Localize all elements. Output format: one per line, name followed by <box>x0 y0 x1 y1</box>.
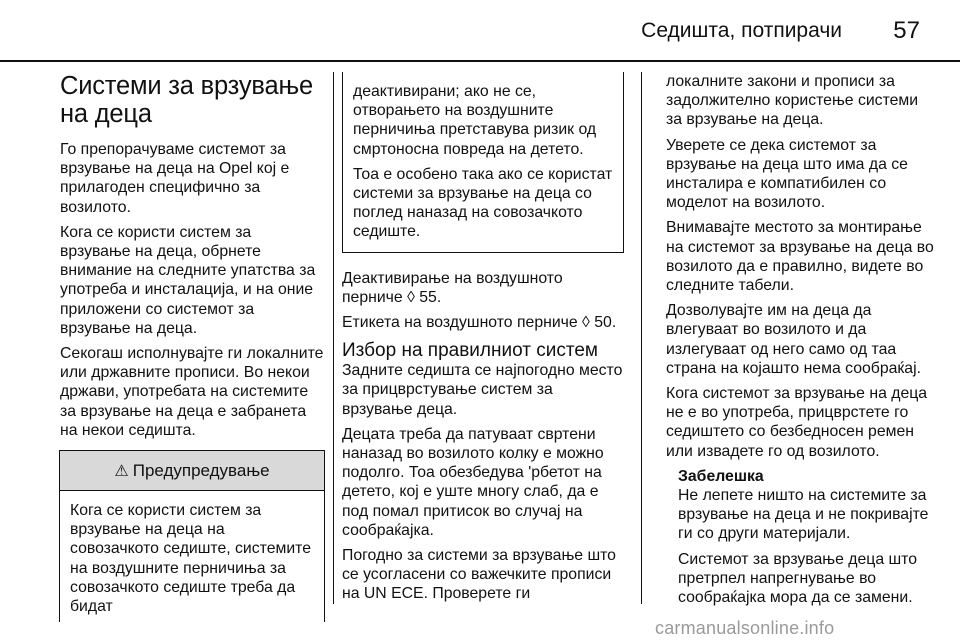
paragraph: Погодно за системи за врзување што се усогласени со важечките прописи на UN ECE. Проверете ги <box>342 547 616 603</box>
paragraph: Задните седишта се најпогодно место за прицврстување систем за врзување деца. <box>342 362 623 418</box>
paragraph: Дозволувајте им на деца да влегуваат во возилото и да излегуваат од него само од таа страна на којашто нема сообраќај. <box>666 302 921 377</box>
warning-triangle-icon: ⚠ <box>114 463 129 481</box>
paragraph: Го препорачуваме системот за врзување на деца на Opel кој е прилагоден специфично за возилото. <box>60 141 290 216</box>
column-divider-right <box>641 72 642 604</box>
note-text: Системот за врзување деца што претрпел напрегнување во сообраќајка мора да се замени. <box>678 550 918 607</box>
warning-text: деактивирани; ако не се, отворањето на воздушните перничиња претставува ризик од смртоносна повреда на детето. <box>353 83 597 158</box>
paragraph: Кога се користи систем за врзување на деца, обрнете внимание на следните упатства за употреба и инсталација, и на оние приложени со системот за врзување на деца. <box>60 223 316 337</box>
header-rule <box>0 60 960 62</box>
paragraph: Децата треба да патуваат свртени наназад во возилото колку е можно подолго. Тоа обезбедува 'рбетот на детето, кој е уште многу слаб, да е под помал притисок во случај на сообраќајка. <box>342 425 604 539</box>
page-number: 57 <box>893 17 920 44</box>
subsection-heading: Избор на правилниот систем <box>342 340 598 362</box>
watermark: carmanualsonline.info <box>655 618 835 638</box>
column-divider-left <box>333 72 334 604</box>
paragraph: Внимавајте местото за монтирање на системот за врзување на деца во возилото да е правилно, видете во следните табели. <box>666 219 934 295</box>
paragraph: Секогаш исполнувајте ги локалните или државните прописи. Во некои држави, употребата на системите за врзување на деца е забранета на некои седишта. <box>60 345 324 439</box>
warning-title: Предупредување <box>132 461 270 481</box>
column-middle <box>342 72 624 610</box>
column-left <box>60 72 324 622</box>
paragraph: Кога системот за врзување на деца не е во употреба, прицврстете го седиштето со безбедносен ремен или извадете го од возилото. <box>666 385 928 460</box>
paragraph: Уверете се дека системот за врзување на деца што има да се инсталира е компатибилен со моделот на возилото. <box>666 136 908 212</box>
warning-body: Кога се користи систем за врзување на деца на совозачкото седиште, системите на воздушните перничиња за совозачкото седиште треба да бидат <box>70 502 312 616</box>
warning-box-continued <box>342 72 624 253</box>
cross-reference: Деактивирање на воздушното перниче ◊ 55. <box>342 269 563 306</box>
paragraph: локалните закони и прописи за задолжително користење системи за врзување на деца. <box>666 73 919 129</box>
note-text: Не лепете ништо на системите за врзување на деца и не покривајте ги со други материјали. <box>678 487 929 543</box>
note-title: Забелешка <box>678 467 764 485</box>
warning-box <box>59 450 325 622</box>
cross-reference: Етикета на воздушното перниче ◊ 50. <box>342 314 617 332</box>
column-right <box>666 72 934 613</box>
warning-text: Тоа е особено така ако се користат системи за врзување на деца со поглед наназад на совозачкото седиште. <box>353 165 613 241</box>
header-title: Седишта, потпирачи <box>641 19 842 42</box>
page-header <box>0 0 960 64</box>
section-heading: Системи за врзување на деца <box>60 72 313 128</box>
warning-header <box>60 451 324 491</box>
note-block <box>666 467 934 607</box>
